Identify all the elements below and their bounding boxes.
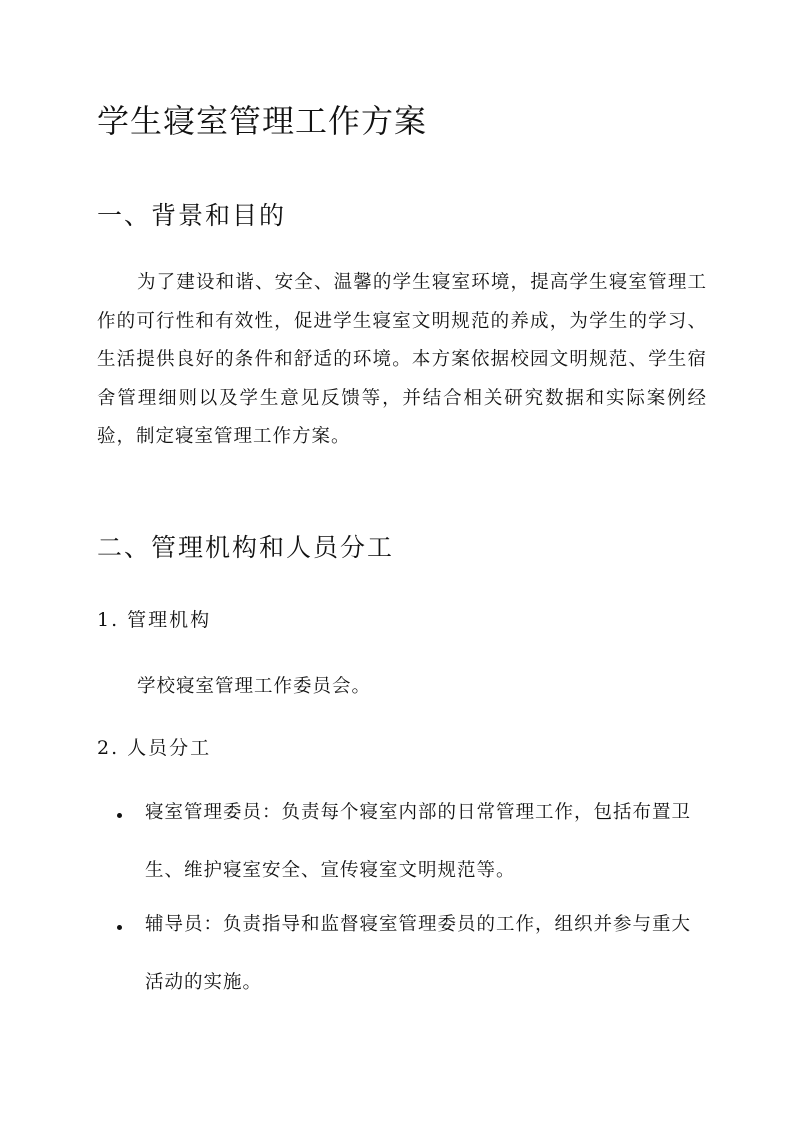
organization-text: 学校寝室管理工作委员会。 bbox=[137, 676, 372, 697]
section-heading-organization: 二、管理机构和人员分工 bbox=[97, 533, 395, 562]
list-item-text: 寝室管理委员：负责每个寝室内部的日常管理工作，包括布置卫生、维护寝室安全、宣传寝室文明规范等。 bbox=[145, 802, 692, 881]
bullet-icon bbox=[117, 925, 122, 930]
list-item-text: 辅导员：负责指导和监督寝室管理委员的工作，组织并参与重大活动的实施。 bbox=[145, 914, 692, 993]
bullet-icon bbox=[117, 813, 122, 818]
list-item bbox=[117, 912, 707, 1028]
subsection-heading-staffing: 2. 人员分工 bbox=[97, 737, 212, 759]
subsection-heading-organization: 1. 管理机构 bbox=[97, 609, 212, 631]
document-title: 学生寝室管理工作方案 bbox=[97, 102, 428, 140]
section-heading-background: 一、背景和目的 bbox=[97, 201, 287, 230]
background-paragraph: 为了建设和谐、安全、温馨的学生寝室环境，提高学生寝室管理工作的可行性和有效性，促进学生寝室文明规范的养成，为学生的学习、生活提供良好的条件和舒适的环境。本方案依据校园文明规范、学生宿舍管理细则以及学生意见反馈等，并结合相关研究数据和实际案例经验，制定寝室管理工作方案。 bbox=[97, 272, 707, 447]
